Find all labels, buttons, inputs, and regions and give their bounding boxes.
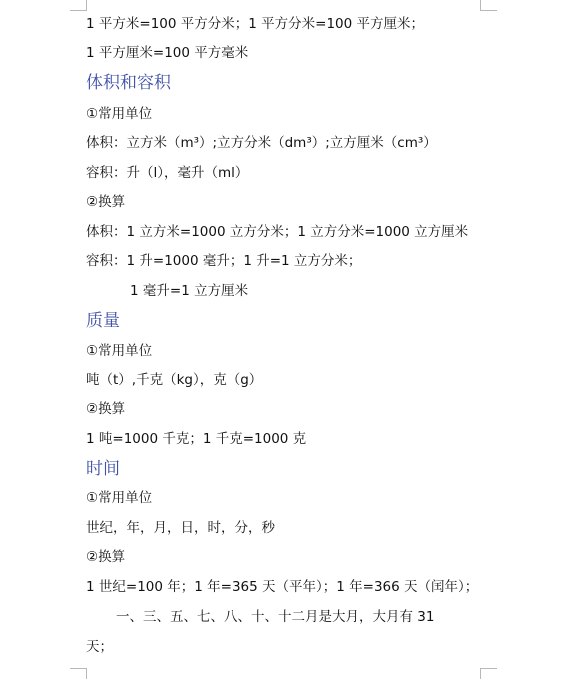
section-heading: 体积和容积 [86,73,171,93]
text-line: 容积：升（l），毫升（ml） [86,165,249,181]
text-line: ①常用单位 [86,106,153,122]
section-heading: 时间 [86,459,120,479]
text-line: 一、三、五、七、八、十、十二月是大月，大月有 31 [116,609,435,625]
text-line: 容积：1 升=1000 毫升；1 升=1 立方分米； [86,253,362,269]
text-line: 体积：1 立方米=1000 立方分米；1 立方分米=1000 立方厘米 [86,224,469,240]
text-line: 1 吨=1000 千克；1 千克=1000 克 [86,431,307,447]
text-line: 世纪，年，月，日，时，分，秒 [86,520,275,536]
page-corner-mark [70,668,87,679]
text-line: 体积：立方米（m³）;立方分米（dm³）;立方厘米（cm³） [86,135,437,151]
page-corner-mark [70,0,87,11]
text-line: 1 毫升=1 立方厘米 [130,283,249,299]
text-line: ②换算 [86,401,126,417]
page-corner-mark [480,668,497,679]
text-line: ②换算 [86,194,126,210]
text-line: ①常用单位 [86,490,153,506]
page-corner-mark [480,0,497,11]
text-line: 1 平方厘米=100 平方毫米 [86,45,249,61]
text-line: 天； [86,639,113,655]
section-heading: 质量 [86,311,120,331]
text-line: ①常用单位 [86,343,153,359]
text-line: 吨（t）,千克（kg），克（g） [86,372,263,388]
text-line: 1 世纪=100 年；1 年=365 天（平年）；1 年=366 天（闰年）； [86,579,479,595]
text-line: ②换算 [86,549,126,565]
text-line: 1 平方米=100 平方分米；1 平方分米=100 平方厘米； [86,16,425,32]
